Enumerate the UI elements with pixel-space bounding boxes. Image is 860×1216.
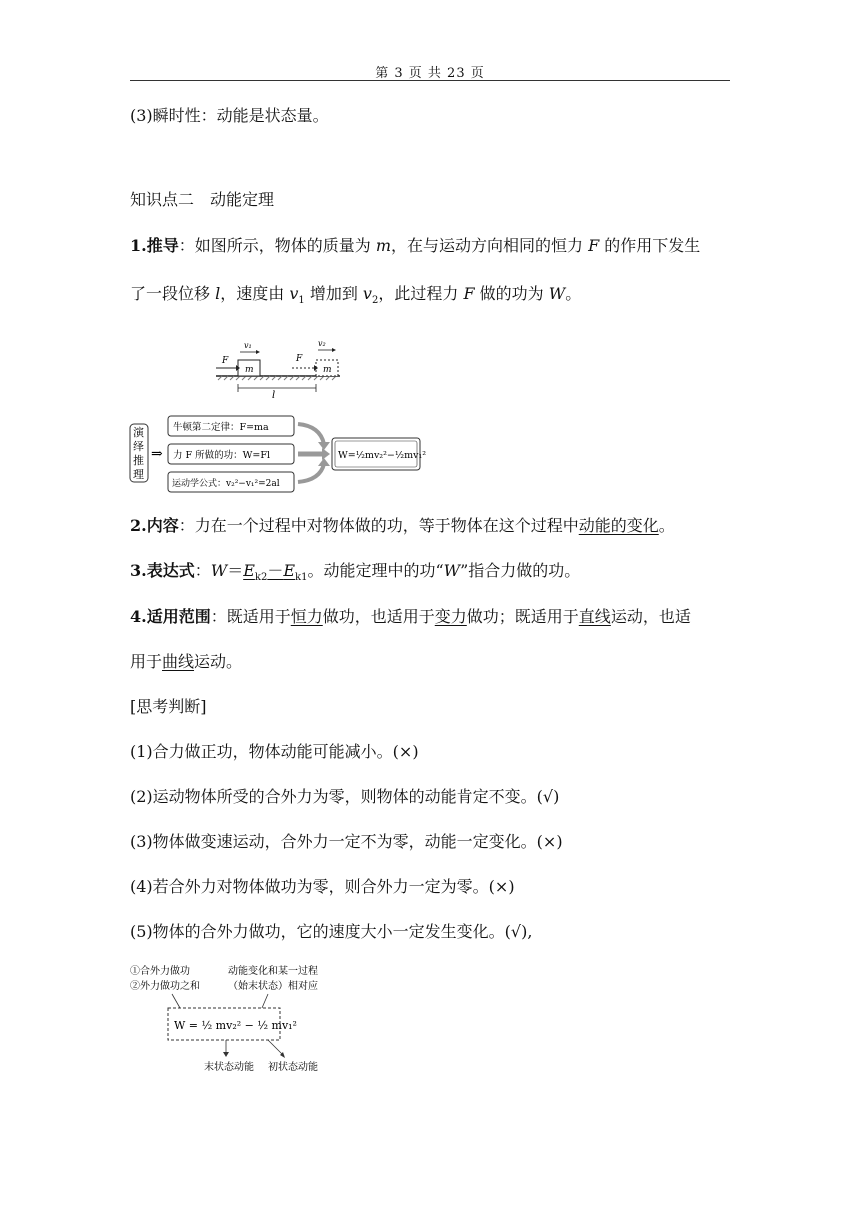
judgment-4: (4)若合外力对物体做功为零，则合外力一定为零。(×) <box>130 877 515 896</box>
svg-text:v₂: v₂ <box>318 339 326 348</box>
svg-text:运动学公式：v₂²−v₁²=2al: 运动学公式：v₂²−v₁²=2al <box>172 479 280 489</box>
svg-text:m: m <box>323 365 332 375</box>
derivation-line-2: 了一段位移 l，速度由 $v_1$ 增加到 $v_2$，此过程力 F 做的功为 W。 <box>130 284 582 307</box>
svg-text:动能变化和某一过程: 动能变化和某一过程 <box>228 966 318 977</box>
svg-text:演: 演 <box>133 426 144 439</box>
derivation-label: 1.推导 <box>130 236 179 255</box>
implies-arrow: ⇒ <box>151 446 163 462</box>
derivation-line-1: 1.推导：如图所示，物体的质量为 m，在与运动方向相同的恒力 F 的作用下发生 <box>130 236 701 255</box>
svg-text:①合外力做功: ①合外力做功 <box>130 966 190 977</box>
motion-sketch <box>216 339 340 401</box>
derivation-flow <box>130 416 426 492</box>
svg-text:理: 理 <box>133 468 144 481</box>
formula-annotation-figure <box>128 960 358 1080</box>
svg-text:绎: 绎 <box>133 440 144 453</box>
svg-text:l: l <box>272 390 276 401</box>
svg-text:末状态动能: 末状态动能 <box>204 1062 254 1073</box>
svg-text:推: 推 <box>133 454 144 467</box>
judgment-5: (5)物体的合外力做功，它的速度大小一定发生变化。(√), <box>130 922 533 941</box>
svg-text:牛顿第二定律：F=ma: 牛顿第二定律：F=ma <box>173 422 269 433</box>
svg-text:F: F <box>296 354 303 364</box>
page-indicator: 第 3 页 共 23 页 <box>375 66 485 81</box>
section-title: 知识点二 动能定理 <box>130 190 275 209</box>
svg-text:初状态动能: 初状态动能 <box>268 1062 318 1073</box>
think-heading: [思考判断] <box>130 697 207 716</box>
judgment-1: (1)合力做正功，物体动能可能减小。(×) <box>130 742 419 761</box>
svg-text:F: F <box>222 356 229 366</box>
svg-text:（始末状态）相对应: （始末状态）相对应 <box>228 981 318 992</box>
content-line: 2.内容：力在一个过程中对物体做的功，等于物体在这个过程中动能的变化。 <box>130 516 675 535</box>
expression-line: 3.表达式：$W=E_{k2}-E_{k1}$。动能定理中的功“W”指合力做的功。 <box>130 561 581 584</box>
svg-text:W=½mv₂²−½mv₁²: W=½mv₂²−½mv₁² <box>338 450 427 461</box>
instant-line: (3)瞬时性：动能是状态量。 <box>130 106 329 125</box>
svg-text:W = ½ mv₂² − ½ mv₁²: W = ½ mv₂² − ½ mv₁² <box>174 1019 297 1032</box>
scope-line-1: 4.适用范围：既适用于恒力做功，也适用于变力做功；既适用于直线运动，也适 <box>130 607 691 626</box>
svg-text:力 F 所做的功：W=Fl: 力 F 所做的功：W=Fl <box>173 450 270 461</box>
scope-line-2: 用于曲线运动。 <box>130 652 243 671</box>
judgment-3: (3)物体做变速运动，合外力一定不为零，动能一定变化。(×) <box>130 832 563 851</box>
expr-Ek2: $E_{k2}-E_{k1}$ <box>243 561 308 584</box>
svg-text:m: m <box>245 365 254 375</box>
content-answer: 动能的变化 <box>578 516 659 535</box>
derivation-figure <box>128 336 428 496</box>
svg-text:②外力做功之和: ②外力做功之和 <box>130 981 200 992</box>
svg-text:v₁: v₁ <box>244 341 252 350</box>
judgment-2: (2)运动物体所受的合外力为零，则物体的动能肯定不变。(√) <box>130 787 560 806</box>
header-rule <box>130 80 730 81</box>
